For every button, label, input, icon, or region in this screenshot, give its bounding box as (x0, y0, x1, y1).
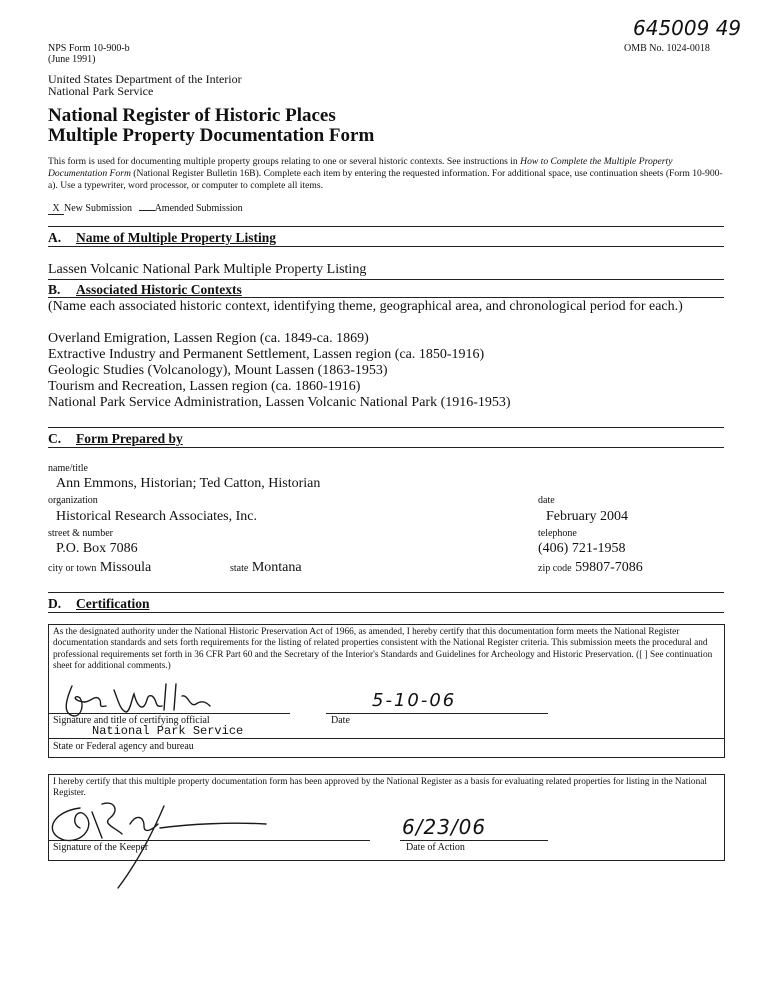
section-b-instruction: (Name each associated historic context, identifying theme, geographical area, and chronological period for each.) (48, 299, 683, 314)
state-label: state (230, 563, 249, 574)
amended-submission-checkbox[interactable] (139, 210, 155, 211)
date-of-action-label: Date of Action (406, 842, 465, 853)
context-item: National Park Service Administration, Lassen Volcanic National Park (1916-1953) (48, 395, 511, 410)
name-title-value[interactable]: Ann Emmons, Historian; Ted Catton, Historian (56, 476, 321, 491)
context-item: Tourism and Recreation, Lassen region (ca. 1860-1916) (48, 379, 361, 394)
name-title-label: name/title (48, 463, 88, 474)
zip-value[interactable]: 59807-7086 (575, 560, 643, 575)
telephone-value[interactable]: (406) 721-1958 (538, 541, 626, 556)
new-submission-label: New Submission (64, 203, 133, 214)
context-item: Overland Emigration, Lassen Region (ca. 1849-ca. 1869) (48, 331, 369, 346)
instructions: This form is used for documenting multiple property groups relating to one or several historic contexts. See instructions in How to Complete the Multiple Property Documentation Form (National Register Bulletin 16B). Complete each item by entering the requested information. For additional space, use continuation sheets (Form 10-900-a). Use a typewriter, word processor, or computer to complete all items. (48, 156, 723, 191)
submission-options (48, 203, 243, 215)
official-signature (54, 680, 224, 720)
zip-label: zip code (538, 563, 572, 574)
keeper-signature-label: Signature of the Keeper (53, 842, 149, 853)
city-value[interactable]: Missoula (99, 560, 152, 575)
section-a-heading: A. Name of Multiple Property Listing (48, 230, 276, 245)
official-signature-date: 5-10-06 (372, 690, 457, 711)
section-d-heading: D. Certification (48, 596, 150, 611)
section-c-heading: C. Form Prepared by (48, 431, 183, 446)
official-signature-label: Signature and title of certifying official (53, 715, 210, 726)
keeper-certification-text: I hereby certify that this multiple property documentation form has been approved by the National Register as a basis for evaluating related properties for listing in the National Register. (53, 777, 707, 799)
handwritten-number: 645009 49 (633, 16, 742, 40)
property-listing-name[interactable]: Lassen Volcanic National Park Multiple Property Listing (48, 262, 367, 277)
city-label: city or town (48, 563, 97, 574)
form-number: NPS Form 10-900-b (48, 43, 130, 54)
page-title-line1: National Register of Historic Places (48, 105, 336, 126)
agency-bureau-label: State or Federal agency and bureau (53, 741, 194, 752)
section-b-heading: B. Associated Historic Contexts (48, 282, 242, 297)
certification-text: As the designated authority under the National Historic Preservation Act of 1966, as amended, I hereby certify that this documentation form meets the National Register documentation standards and sets forth requirements for the listing of related properties consistent with the National Register criteria. This submission meets the procedural and professional requirements set forth in 36 CFR Part 60 and the Secretary of the Interior's Standards and Guidelines for Archeology and Historic Preservation. ([ ] See continuation sheet for additional comments.) (53, 627, 713, 671)
official-date-label: Date (331, 715, 350, 726)
state-value[interactable]: Montana (251, 560, 302, 575)
instructions-reference: How to Complete the Multiple Property Documentation Form (48, 156, 673, 179)
context-item: Extractive Industry and Permanent Settlement, Lassen region (ca. 1850-1916) (48, 347, 485, 362)
page-title-line2: Multiple Property Documentation Form (48, 125, 375, 146)
context-item: Geologic Studies (Volcanology), Mount Lassen (1863-1953) (48, 363, 388, 378)
telephone-label: telephone (538, 528, 577, 539)
omb-number: OMB No. 1024-0018 (624, 43, 710, 54)
new-submission-checkbox[interactable]: X (48, 203, 64, 215)
city-row (48, 560, 151, 576)
keeper-signature-date: 6/23/06 (402, 815, 487, 839)
date-value[interactable]: February 2004 (546, 509, 629, 524)
department: United States Department of the Interior (48, 72, 242, 86)
organization-label: organization (48, 495, 98, 506)
date-label: date (538, 495, 555, 506)
zip-row (538, 560, 643, 576)
organization-value[interactable]: Historical Research Associates, Inc. (56, 509, 257, 524)
street-value[interactable]: P.O. Box 7086 (56, 541, 138, 556)
official-title-value[interactable]: National Park Service (92, 724, 244, 738)
form-date: (June 1991) (48, 54, 96, 65)
service: National Park Service (48, 84, 154, 98)
amended-submission-label: Amended Submission (154, 203, 243, 214)
state-row (230, 560, 302, 576)
street-label: street & number (48, 528, 113, 539)
